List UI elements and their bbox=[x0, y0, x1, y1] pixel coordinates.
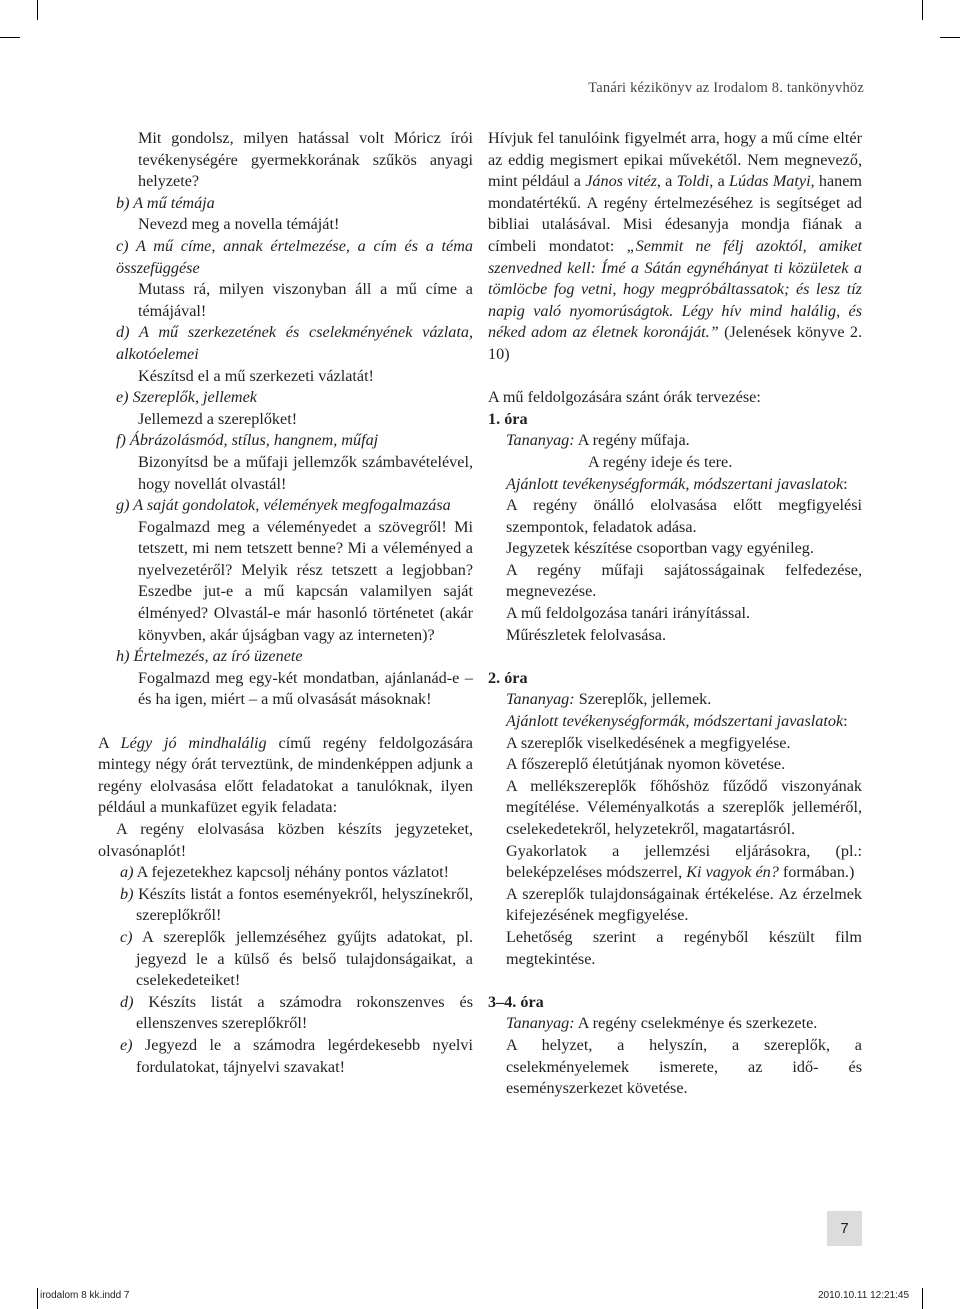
spacer bbox=[488, 970, 862, 992]
lesson-2-methods-label: Ajánlott tevékenységformák, módszertani javaslatok: bbox=[506, 712, 848, 731]
lesson-2-activity: A szereplők viselkedésének a megfigyelése. bbox=[506, 733, 791, 752]
item-e-task: Jellemezd a szereplőket! bbox=[138, 409, 298, 428]
lesson-1-activity: A regény műfaji sajátosságainak felfedezése, megnevezése. bbox=[506, 560, 862, 601]
crop-mark bbox=[922, 0, 923, 20]
crop-mark bbox=[940, 37, 960, 38]
item-g-title: g) A saját gondolatok, vélemények megfogalmazása bbox=[116, 496, 451, 515]
left-column bbox=[98, 128, 473, 1078]
item-e-title: e) Szereplők, jellemek bbox=[116, 388, 257, 407]
crop-mark bbox=[922, 1288, 923, 1309]
lesson-3-4-heading: 3–4. óra bbox=[488, 992, 544, 1011]
lesson-2-activity: A szereplők tulajdonságainak értékelése. Az érzelmek kifejezésének megfigyelése. bbox=[506, 884, 862, 925]
item-d-title: d) A mű szerkezetének és cselekményének vázlata, alkotóelemei bbox=[116, 323, 473, 363]
lesson-2-activity: Lehetőség szerint a regényből készült film megtekintése. bbox=[506, 927, 862, 968]
spacer bbox=[488, 646, 862, 668]
title-analysis-paragraph: Hívjuk fel tanulóink figyelmét arra, hogy a mű címe eltér az eddig megismert epikai művekétől. Nem megnevező, mint például a János vitéz, a Toldi, a Lúdas Matyi, hanem mondatértékű. A regény értelmezéséhez is segítséget ad bibliai utalásával. Misi édesanyja mondja fiának a címbeli mondatot: „Semmit ne félj azoktól, amiket szenvedned kell: Ímé a Sátán egynéhányat ti közületek a tömlöcbe fog vetni, hogy megpróbáltassatok; és lesz tíz napig való nyomorúságtok. Légy hív mind halálig, és néked adom az életnek koronáját.” (Jelenések könyve 2. 10) bbox=[488, 129, 863, 363]
item-b-task: Nevezd meg a novella témáját! bbox=[138, 215, 340, 234]
lesson-2-activity: Gyakorlatok a jellemzési eljárásokra, (pl.: beleképzeléses módszerrel, Ki vagyok én? formában.) bbox=[506, 841, 862, 882]
lesson-plan-heading: A mű feldolgozására szánt órák tervezése: bbox=[488, 388, 761, 407]
crop-mark bbox=[37, 1288, 38, 1309]
lesson-1-heading: 1. óra bbox=[488, 409, 528, 428]
lesson-1-activity: A regény önálló elolvasása előtt megfigyelési szempontok, feladatok adása. bbox=[506, 496, 862, 536]
crop-mark bbox=[0, 37, 20, 38]
spacer bbox=[98, 711, 473, 733]
lesson-1-material-2: A regény ideje és tere. bbox=[588, 452, 733, 471]
item-c-task: Mutass rá, milyen viszonyban áll a mű címe a témájával! bbox=[138, 280, 473, 320]
spacer bbox=[488, 366, 862, 388]
lesson-2-heading: 2. óra bbox=[488, 668, 528, 687]
task-item: d) Készíts listát a számodra rokonszenves és ellenszenves szereplőkről! bbox=[120, 992, 473, 1033]
lesson-2-material: Tananyag: Szereplők, jellemek. bbox=[506, 690, 712, 709]
task-item: c) A szereplők jellemzéséhez gyűjts adatokat, pl. jegyezd le a külső és belső tulajdonságaikat, a cselekedeteiket! bbox=[120, 927, 473, 990]
item-g-task: Fogalmazd meg a véleményedet a szövegről! Mi tetszett, mi nem tetszett benne? Mi a véleményed a nyelvezetéről? Melyik rész tetszett a legjobban? Eszedbe jut-e a mű kapcsán valamilyen saját élményed? Olvastál-e már hasonló történetet (akár könyvben, akár újságban vagy az interneten)? bbox=[138, 517, 473, 644]
lesson-3-4-activity: A helyzet, a helyszín, a szereplők, a cselekményelemek ismerete, az idő- és eseményszerkezet követése. bbox=[506, 1035, 862, 1098]
lesson-1-activity: A mű feldolgozása tanári irányítással. bbox=[506, 604, 751, 623]
footer-file: irodalom 8 kk.indd 7 bbox=[40, 1290, 130, 1301]
bible-quote: „Semmit ne félj azoktól, amiket szenvedned kell: Ímé a Sátán egynéhányat ti közületek a tömlöcbe fog vetni, hogy megpróbáltassatok; és lesz tíz napig való nyomorúságtok. Légy hív mind halálig, és néked adom az életnek koronáját.” bbox=[488, 236, 862, 342]
page-number: 7 bbox=[827, 1211, 862, 1246]
item-h-title: h) Értelmezés, az író üzenete bbox=[116, 647, 303, 666]
footer-date: 2010.10.11 12:21:45 bbox=[818, 1290, 910, 1301]
running-header: Tanári kézikönyv az Irodalom 8. tankönyvhöz bbox=[588, 80, 864, 96]
task-item: e) Jegyezd le a számodra legérdekesebb nyelvi fordulatokat, tájnyelvi szavakat! bbox=[120, 1035, 473, 1076]
notes-paragraph: A regény elolvasása közben készíts jegyzeteket, olvasónaplót! bbox=[98, 820, 473, 860]
item-h-task: Fogalmazd meg egy-két mondatban, ajánlanád-e – és ha igen, miért – a mű olvasását másoknak! bbox=[138, 668, 473, 709]
lesson-2-activity: A főszereplő életútjának nyomon követése. bbox=[506, 755, 786, 774]
lesson-1-activity: Jegyzetek készítése csoportban vagy egyénileg. bbox=[506, 539, 814, 558]
item-b-title: b) A mű témája bbox=[116, 193, 215, 212]
intro-paragraph: A Légy jó mindhalálig című regény feldolgozására mintegy négy órát terveztünk, de mindenképpen adjunk a regény elolvasása előtt feladatokat a tanulóknak, ilyen például a munkafüzet egyik feladata: bbox=[98, 733, 473, 817]
crop-mark bbox=[37, 0, 38, 20]
lesson-1-activity: Műrészletek felolvasása. bbox=[506, 625, 667, 644]
item-f-task: Bizonyítsd be a műfaji jellemzők számbavételével, hogy novellát olvastál! bbox=[138, 452, 473, 493]
item-d-task: Készítsd el a mű szerkezeti vázlatát! bbox=[138, 366, 374, 385]
task-item: b) Készíts listát a fontos eseményekről, helyszínekről, szereplőkről! bbox=[120, 884, 473, 925]
lesson-3-4-material: Tananyag: A regény cselekménye és szerkezete. bbox=[506, 1014, 818, 1033]
right-column bbox=[488, 128, 862, 1100]
item-f-title: f) Ábrázolásmód, stílus, hangnem, műfaj bbox=[116, 431, 379, 450]
lesson-1-methods-label: Ajánlott tevékenységformák, módszertani javaslatok: bbox=[506, 474, 848, 493]
task-item: a) A fejezetekhez kapcsolj néhány pontos vázlatot! bbox=[120, 863, 450, 882]
item-c-title: c) A mű címe, annak értelmezése, a cím és a téma összefüggése bbox=[116, 236, 473, 277]
lesson-1-material: Tananyag: A regény műfaja. bbox=[506, 431, 690, 450]
question-intro: Mit gondolsz, milyen hatással volt Móricz írói tevékenységére gyermekkorának szűkös anyagi helyzete? bbox=[138, 129, 473, 191]
novel-title: Légy jó mindhalálig bbox=[120, 733, 267, 752]
lesson-2-activity: A mellékszereplők főhőshöz fűződő viszonyának megítélése. Véleményalkotás a szereplők jelleméről, cselekedetekről, helyzetekről, magatartásról. bbox=[506, 776, 862, 838]
